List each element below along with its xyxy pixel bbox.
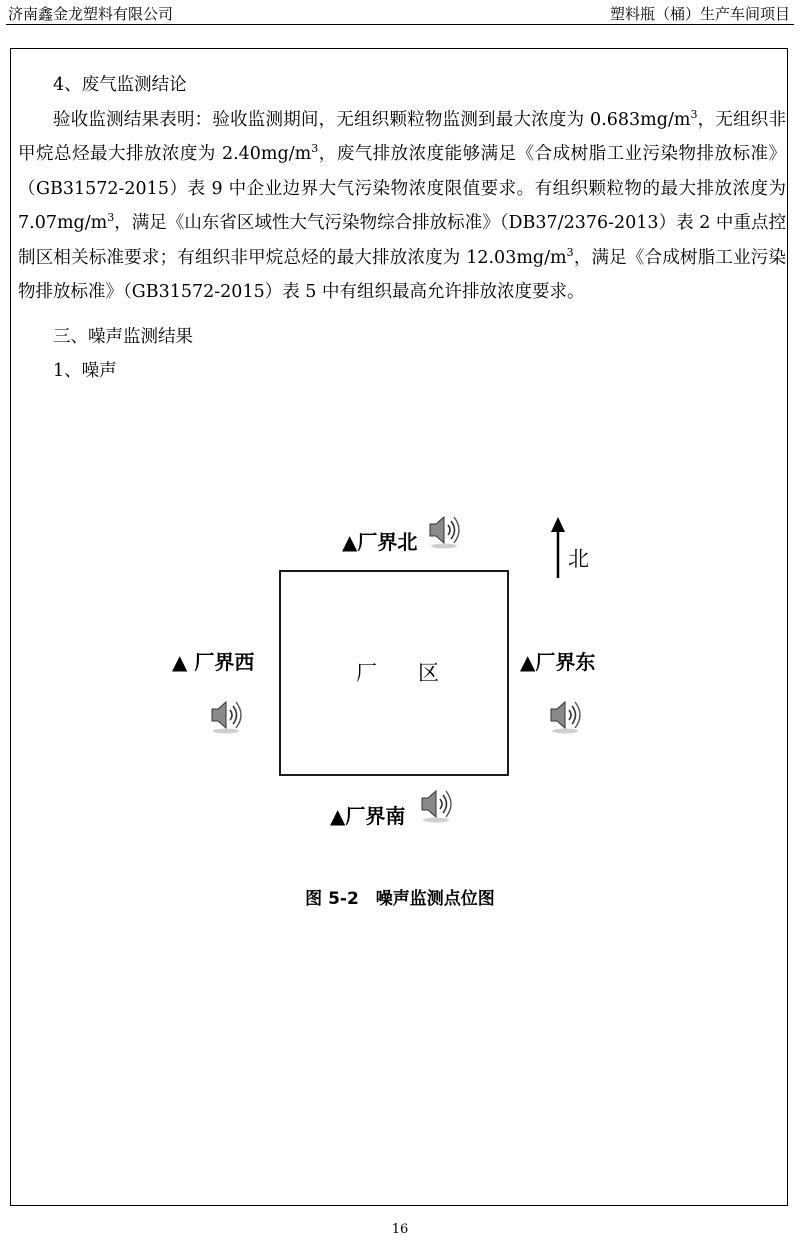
superscript: 3: [311, 142, 319, 156]
paragraph-part-b: ，无组织非甲烷总烃最大排放浓度为 2.40mg/m: [18, 109, 787, 164]
header-company: 济南鑫金龙塑料有限公司: [8, 5, 174, 23]
paragraph-part-d: ，满足《山东省区域性大气污染物综合排放标准》（DB37/2376-2013）表 2 中重点控制区相关标准要求；有组织非甲烷总烃的最大排放浓度为 12.03mg/m: [18, 213, 786, 268]
section-4-heading: 4、废气监测结论: [53, 75, 187, 95]
page-number: 16: [391, 1222, 409, 1237]
superscript: 3: [566, 245, 574, 259]
paragraph-part-e: ，满足《合成树脂工业污染物排放标准》（GB31572-2015）表 5 中有组织最高允许排放浓度要求。: [18, 247, 787, 302]
plant-label: 厂: [356, 661, 377, 685]
header-project: 塑料瓶（桶）生产车间项目: [609, 5, 790, 23]
speaker-icon: [212, 702, 241, 734]
north-arrow-icon: [551, 517, 565, 578]
paragraph-part-c: ，废气排放浓度能够满足《合成树脂工业污染物排放标准》（GB31572-2015）表 9 中企业边界大气污染物浓度限值要求。有组织颗粒物的最大排放浓度为 7.07mg/m: [18, 144, 786, 233]
figure-caption: 图 5-2 噪声监测点位图: [305, 889, 495, 909]
plant-label: 区: [418, 661, 439, 685]
monitoring-point-north: ▲厂界北: [342, 530, 418, 554]
speaker-icon: [551, 702, 580, 734]
north-arrow-label: 北: [568, 547, 589, 571]
noise-subheading: 1、噪声: [53, 361, 117, 381]
monitoring-point-south: ▲厂界南: [330, 804, 406, 828]
paragraph-part-a: 验收监测结果表明：验收监测期间，无组织颗粒物监测到最大浓度为 0.683mg/m: [53, 109, 691, 130]
speaker-icon: [430, 517, 459, 549]
plant-boundary: [280, 571, 508, 775]
superscript: 3: [107, 211, 115, 225]
section-3-heading: 三、噪声监测结果: [53, 326, 193, 347]
speaker-icon: [422, 791, 451, 823]
superscript: 3: [690, 107, 698, 121]
monitoring-point-east: ▲厂界东: [520, 650, 596, 674]
monitoring-point-west: ▲ 厂界西: [172, 650, 255, 674]
